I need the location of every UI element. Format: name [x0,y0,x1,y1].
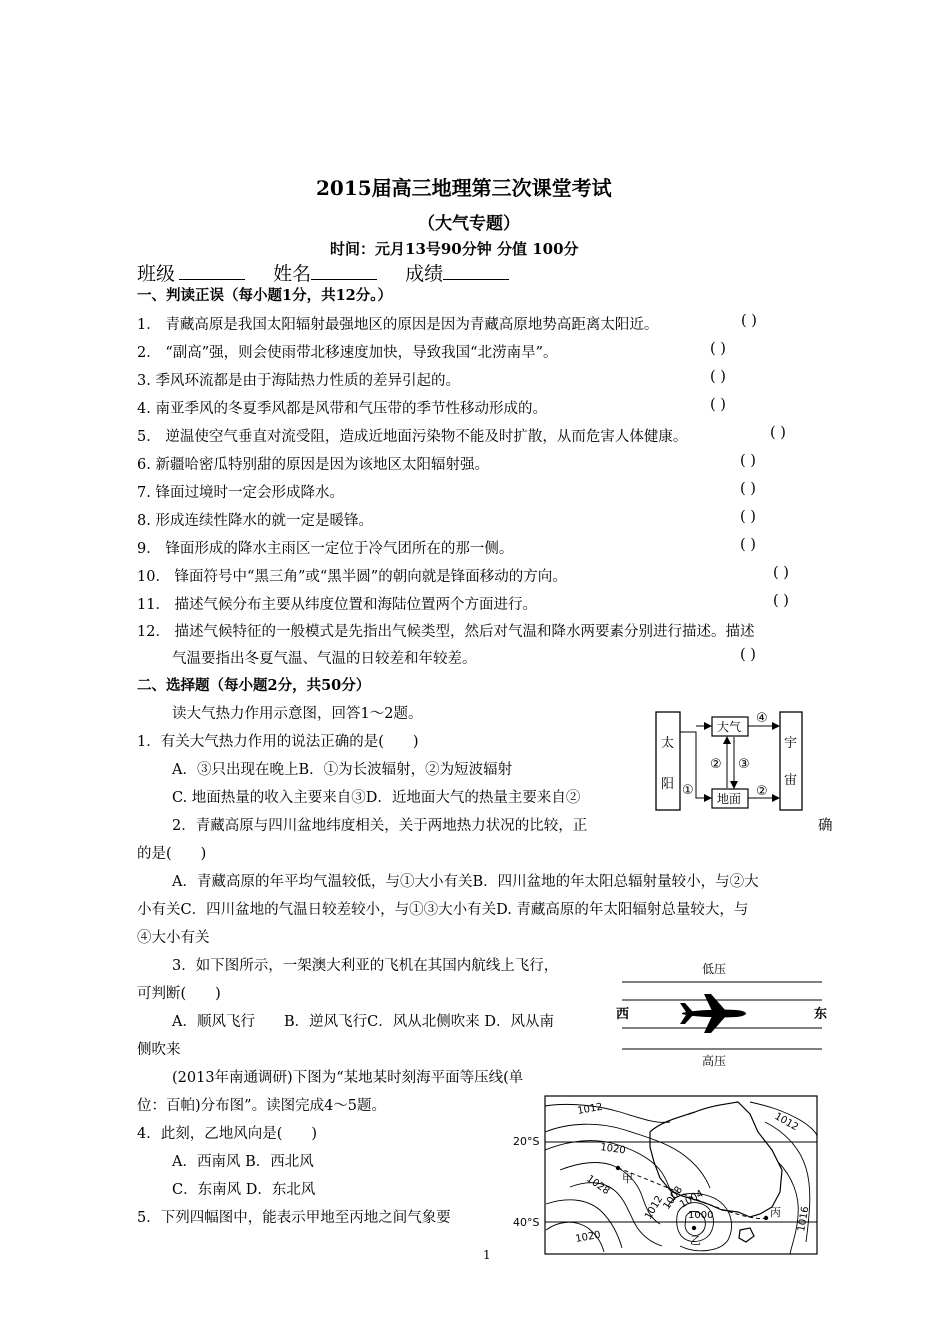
score-field[interactable] [443,259,509,280]
label-3: ③ [738,757,750,772]
isobar-label-1028: 1028 [584,1173,612,1198]
question-1-options-ab: A．③只出现在晚上B．①为长波辐射，②为短波辐射 [172,762,513,778]
map-figure-intro-cont: 位：百帕)分布图”。读图完成4～5题。 [137,1098,387,1114]
question-4-options-ab: A．西南风 B．西北风 [172,1154,314,1170]
tf-question-5: 5． 逆温使空气垂直对流受阻，造成近地面污染物不能及时扩散，从而危害人体健康。 [137,429,688,445]
tf-question-10: 10． 锋面符号中“黑三角”或“黑半圆”的朝向就是锋面移动的方向。 [137,569,567,585]
tf-question-12-cont: 气温要指出冬夏气温、气温的日较差和年较差。 [172,651,477,667]
tf-answer-1[interactable]: ( ) [741,313,757,329]
west-label: 西 [616,1007,630,1022]
student-info-row [137,259,509,286]
sun-label-1: 太 [661,736,675,751]
isobar-label-1016: 1016 [796,1205,812,1233]
tf-answer-7[interactable]: ( ) [740,481,756,497]
isobar-label-1012-top-left: 1012 [576,1101,604,1117]
label-2-right: ② [756,784,768,799]
point-jia [616,1166,620,1170]
question-3-options-cont: 侧吹来 [137,1042,181,1058]
tf-question-7: 7. 锋面过境时一定会形成降水。 [137,485,344,501]
tf-answer-12[interactable]: ( ) [740,647,756,663]
isobar-label-1020: 1020 [599,1142,627,1157]
label-1: ① [682,783,694,798]
question-2-cont: 的是( ) [137,846,207,862]
isobar-label-1012-mid: 1012 [643,1193,666,1222]
sun-label-2: 阳 [661,777,675,792]
sun-box [656,712,680,810]
tf-answer-5[interactable]: ( ) [770,425,786,441]
question-2-options-1: A．青藏高原的年平均气温较低，与①大小有关B．四川盆地的年太阳总辐射量较小，与②大 [172,874,759,890]
tf-answer-10[interactable]: ( ) [773,565,789,581]
question-2: 2．青藏高原与四川盆地纬度相关，关于两地热力状况的比较，正 [172,818,588,834]
question-3-cont: 可判断( ) [137,986,221,1002]
heat-diagram [652,710,804,816]
latitude-20s-label: 20°S [513,1135,540,1148]
space-label-2: 宙 [784,773,798,788]
tf-answer-9[interactable]: ( ) [740,537,756,553]
tf-answer-11[interactable]: ( ) [773,593,789,609]
heat-figure-intro: 读大气热力作用示意图，回答1～2题。 [172,706,423,722]
tf-question-4: 4. 南亚季风的冬夏季风都是风带和气压带的季节性移动形成的。 [137,401,547,417]
section1-heading: 一、判读正误（每小题1分，共12分。） [137,287,393,304]
coastline [650,1102,782,1242]
question-4-options-cd: C．东南风 D．东北风 [172,1182,316,1198]
exam-time-line: 时间：元月13号90分钟 分值 100分 [330,240,579,258]
isobar-label-1004: 1004 [678,1188,706,1211]
class-label: 班级 [137,263,176,285]
high-pressure-label: 高压 [702,1054,727,1068]
label-4: ④ [756,711,768,726]
map-figure-intro: (2013年南通调研)下图为“某地某时刻海平面等压线(单 [172,1070,524,1086]
tf-question-3: 3. 季风环流都是由于海陆热力性质的差异引起的。 [137,373,460,389]
isobar-label-1020-bottom: 1020 [574,1229,602,1245]
question-1-options-cd: C. 地面热量的收入主要来自③D．近地面大气的热量主要来自② [172,790,581,806]
place-jia-label: 甲 [622,1172,633,1185]
class-field[interactable] [179,259,245,280]
question-2-end: 确 [818,818,833,834]
tf-question-9: 9． 锋面形成的降水主雨区一定位于冷气团所在的那一侧。 [137,541,514,557]
latitude-40s-label: 40°S [513,1216,540,1229]
low-pressure-label: 低压 [702,962,727,976]
tf-question-11: 11． 描述气候分布主要从纬度位置和海陆位置两个方面进行。 [137,597,538,613]
place-bing-label: 丙 [770,1206,781,1219]
space-box [780,712,802,810]
name-label: 姓名 [273,263,312,285]
question-3-options: A．顺风飞行 B．逆风飞行C．风从北侧吹来 D．风从南 [172,1014,554,1030]
question-1: 1．有关大气热力作用的说法正确的是( ) [137,734,419,750]
page-title: 2015届高三地理第三次课堂考试 [316,176,612,200]
tf-answer-4[interactable]: ( ) [710,397,726,413]
question-2-options-2: 小有关C．四川盆地的气温日较差较小，与①③大小有关D. 青藏高原的年太阳辐射总量较大，与 [137,902,749,918]
question-4: 4．此刻，乙地风向是( ) [137,1126,318,1142]
tf-question-12: 12． 描述气候特征的一般模式是先指出气候类型，然后对气温和降水两要素分别进行描述。描述 [137,624,755,640]
tf-question-8: 8. 形成连续性降水的就一定是暖锋。 [137,513,373,529]
question-5: 5．下列四幅图中，能表示甲地至丙地之间气象要 [137,1210,451,1226]
plane-isobar-diagram [612,955,832,1070]
isobar-label-1008: 1008 [661,1184,686,1212]
tf-question-1: 1． 青藏高原是我国太阳辐射最强地区的原因是因为青藏高原地势高距离太阳近。 [137,317,659,333]
name-field[interactable] [311,259,377,280]
point-yi [692,1226,696,1230]
tf-question-6: 6. 新疆哈密瓜特别甜的原因是因为该地区太阳辐射强。 [137,457,489,473]
isobar-map [510,1092,820,1257]
atmosphere-label: 大气 [717,720,742,734]
tf-answer-3[interactable]: ( ) [710,369,726,385]
east-label: 东 [814,1007,828,1022]
isobar-label-1012-top-right: 1012 [772,1111,801,1134]
point-bing [764,1216,768,1220]
ground-label: 地面 [717,792,742,806]
tf-answer-6[interactable]: ( ) [740,453,756,469]
tf-question-2: 2． “副高”强，则会使雨带北移速度加快，导致我国“北涝南旱”。 [137,345,558,361]
isobar-label-1000: 1000 [688,1210,714,1221]
label-2-left: ② [710,757,722,772]
page-subtitle: （大气专题） [418,214,520,234]
question-2-options-3: ④大小有关 [137,930,210,946]
section2-heading: 二、选择题（每小题2分，共50分） [137,677,371,694]
tf-answer-2[interactable]: ( ) [710,341,726,357]
question-3: 3．如下图所示，一架澳大利亚的飞机在其国内航线上飞行， [172,958,559,974]
page-number: 1 [483,1248,491,1262]
space-label-1: 宇 [784,736,798,751]
tf-answer-8[interactable]: ( ) [740,509,756,525]
score-label: 成绩 [405,263,444,285]
place-yi-label: 乙 [690,1234,701,1247]
